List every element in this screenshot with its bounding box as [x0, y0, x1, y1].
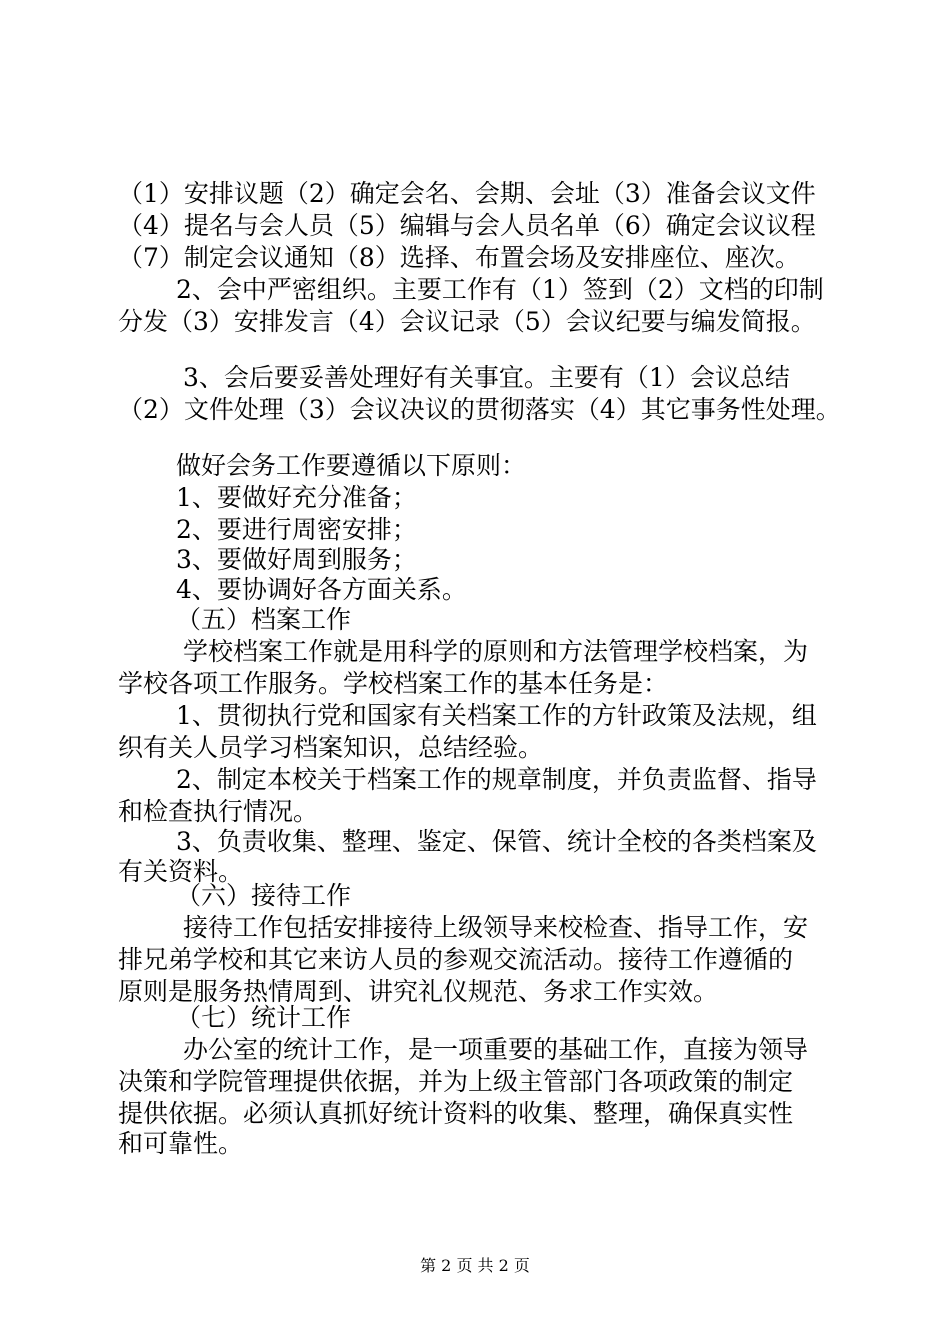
text-line: 做好会务工作要遵循以下原则： [176, 451, 527, 480]
text-line: 办公室的统计工作，是一项重要的基础工作，直接为领导 [183, 1035, 809, 1064]
page-footer: 第 2 页 共 2 页 [420, 1256, 530, 1275]
text-line: （2）文件处理（3）会议决议的贯彻落实（4）其它事务性处理。 [118, 395, 841, 424]
text-line: 2、会中严密组织。主要工作有（1）签到（2）文档的印制 [176, 275, 824, 304]
text-line: 决策和学院管理提供依据，并为上级主管部门各项政策的制定 [118, 1067, 794, 1096]
text-line: 分发（3）安排发言（4）会议记录（5）会议纪要与编发简报。 [118, 307, 816, 336]
text-line: （7）制定会议通知（8）选择、布置会场及安排座位、座次。 [118, 243, 800, 272]
text-line: 学校档案工作就是用科学的原则和方法管理学校档案，为 [183, 637, 809, 666]
text-line: 有关资料。 [118, 857, 244, 886]
text-line: （1）安排议题（2）确定会名、会期、会址（3）准备会议文件 [118, 179, 816, 208]
text-line: 接待工作包括安排接待上级领导来校检查、指导工作，安 [183, 913, 809, 942]
text-line: 2、制定本校关于档案工作的规章制度，并负责监督、指导 [176, 765, 817, 794]
text-line: 3、负责收集、整理、鉴定、保管、统计全校的各类档案及 [176, 827, 817, 856]
text-line: 4、要协调好各方面关系。 [176, 575, 467, 604]
text-line: 3、会后要妥善处理好有关事宜。主要有（1）会议总结 [183, 363, 790, 392]
section-heading: （七）统计工作 [176, 1003, 352, 1032]
text-line: 提供依据。必须认真抓好统计资料的收集、整理，确保真实性 [118, 1099, 794, 1128]
text-line: 学校各项工作服务。学校档案工作的基本任务是： [118, 669, 669, 698]
text-line: 排兄弟学校和其它来访人员的参观交流活动。接待工作遵循的 [118, 945, 794, 974]
section-heading: （六）接待工作 [176, 881, 352, 910]
text-line: 织有关人员学习档案知识，总结经验。 [118, 733, 544, 762]
text-line: 3、要做好周到服务； [176, 545, 417, 574]
text-line: 1、贯彻执行党和国家有关档案工作的方针政策及法规，组 [176, 701, 817, 730]
text-line: （4）提名与会人员（5）编辑与会人员名单（6）确定会议议程 [118, 211, 816, 240]
text-line: 2、要进行周密安排； [176, 515, 417, 544]
text-line: 1、要做好充分准备； [176, 483, 417, 512]
section-heading: （五）档案工作 [176, 605, 352, 634]
text-line: 原则是服务热情周到、讲究礼仪规范、务求工作实效。 [118, 977, 719, 1006]
text-line: 和检查执行情况。 [118, 797, 319, 826]
text-line: 和可靠性。 [118, 1129, 244, 1158]
